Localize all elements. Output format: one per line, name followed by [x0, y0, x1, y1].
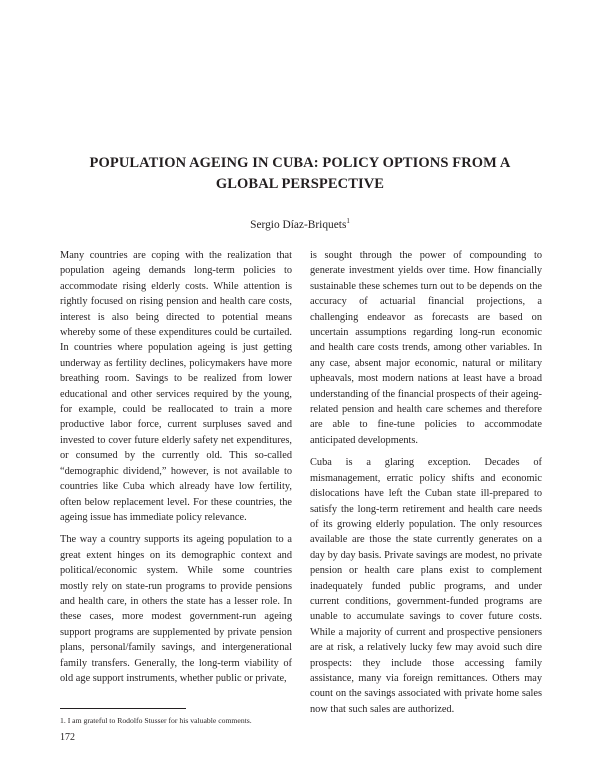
paragraph-2-text: The way a country supports its ageing population to a great extent hinges on its demographic context and political/economic system. While some countries mostly rely on state-run programs to provide pensions and health care, in others the state has a lesser role. In these cases, more modest government-run ageing support programs are supplemented by private pension plans, personal/family savings, and intergenerational family transfers. Generally, the long-term viability of old age support instruments, whether public or private,	[60, 534, 292, 684]
paragraph-2	[60, 532, 292, 686]
paragraph-3: Cuba is a glaring exception. Decades of mismanagement, erratic policy shifts and economic dislocations have left the Cuban state ill-prepared to satisfy the long-term retirement and health care needs of its growing elderly population. The only resources available are those the state currently generates on a day by day basis. Private savings are modest, no private pension or health care plans exist to complement inadequately funded public programs, and under current conditions, government-funded programs are unable to accumulate savings to cover future costs. While a majority of current and prospective pensioners are at risk, a relatively lucky few may avoid such dire prospects: they include those accessing family assistance, many via foreign remittances. Others may count on the savings associated with private home sales now that such sales are authorized.	[310, 457, 542, 715]
right-column	[310, 248, 542, 724]
paragraph-1: Many countries are coping with the realization that population ageing demands long-term policies to accommodate rising elderly costs. While attention is rightly focused on rising pension and health care costs, interest is also being directed to potential means whereby some of these expenditures could be curtailed. In countries where population ageing is just getting underway as fertility declines, policymakers have more breathing room. Savings to be realized from lower educational and other services required by the young, for example, could be reallocated to train a more productive labor force, current surpluses saved and invested to cover future elderly safety net expenditures, or consumed by the currently old. This so-called “demographic dividend,” however, is not available to countries like Cuba which already have low fertility, often below replacement level. For these countries, the ageing issue has immediate policy relevance.	[60, 250, 292, 523]
footnote-divider	[60, 708, 186, 709]
paragraph-2-continued: is sought through the power of compounding to generate investment yields over time. How financially sustainable these schemes turn out to be depends on the accuracy of actuarial financial projections, a challenging endeavor as forecasts are based on uncertain assumptions regarding long-run economic and health care costs trends, among other variables. In any case, absent major economic, natural or military upheavals, most modern nations at least have a broad understanding of the financial prospects of their ageing-related pension and health care schemes and therefore are able to fine-tune policies to accommodate anticipated developments.	[310, 250, 542, 446]
left-column	[60, 248, 292, 693]
paper-title: POPULATION AGEING IN CUBA: POLICY OPTIONS FROM A GLOBAL PERSPECTIVE	[89, 155, 511, 192]
author-name: Sergio Díaz-Briquets	[250, 219, 347, 231]
footnote-marker: 1	[346, 217, 350, 226]
author-line	[60, 218, 540, 232]
page-number: 172	[60, 732, 75, 743]
footnote: 1. I am grateful to Rodolfo Stusser for his valuable comments.	[60, 716, 252, 725]
